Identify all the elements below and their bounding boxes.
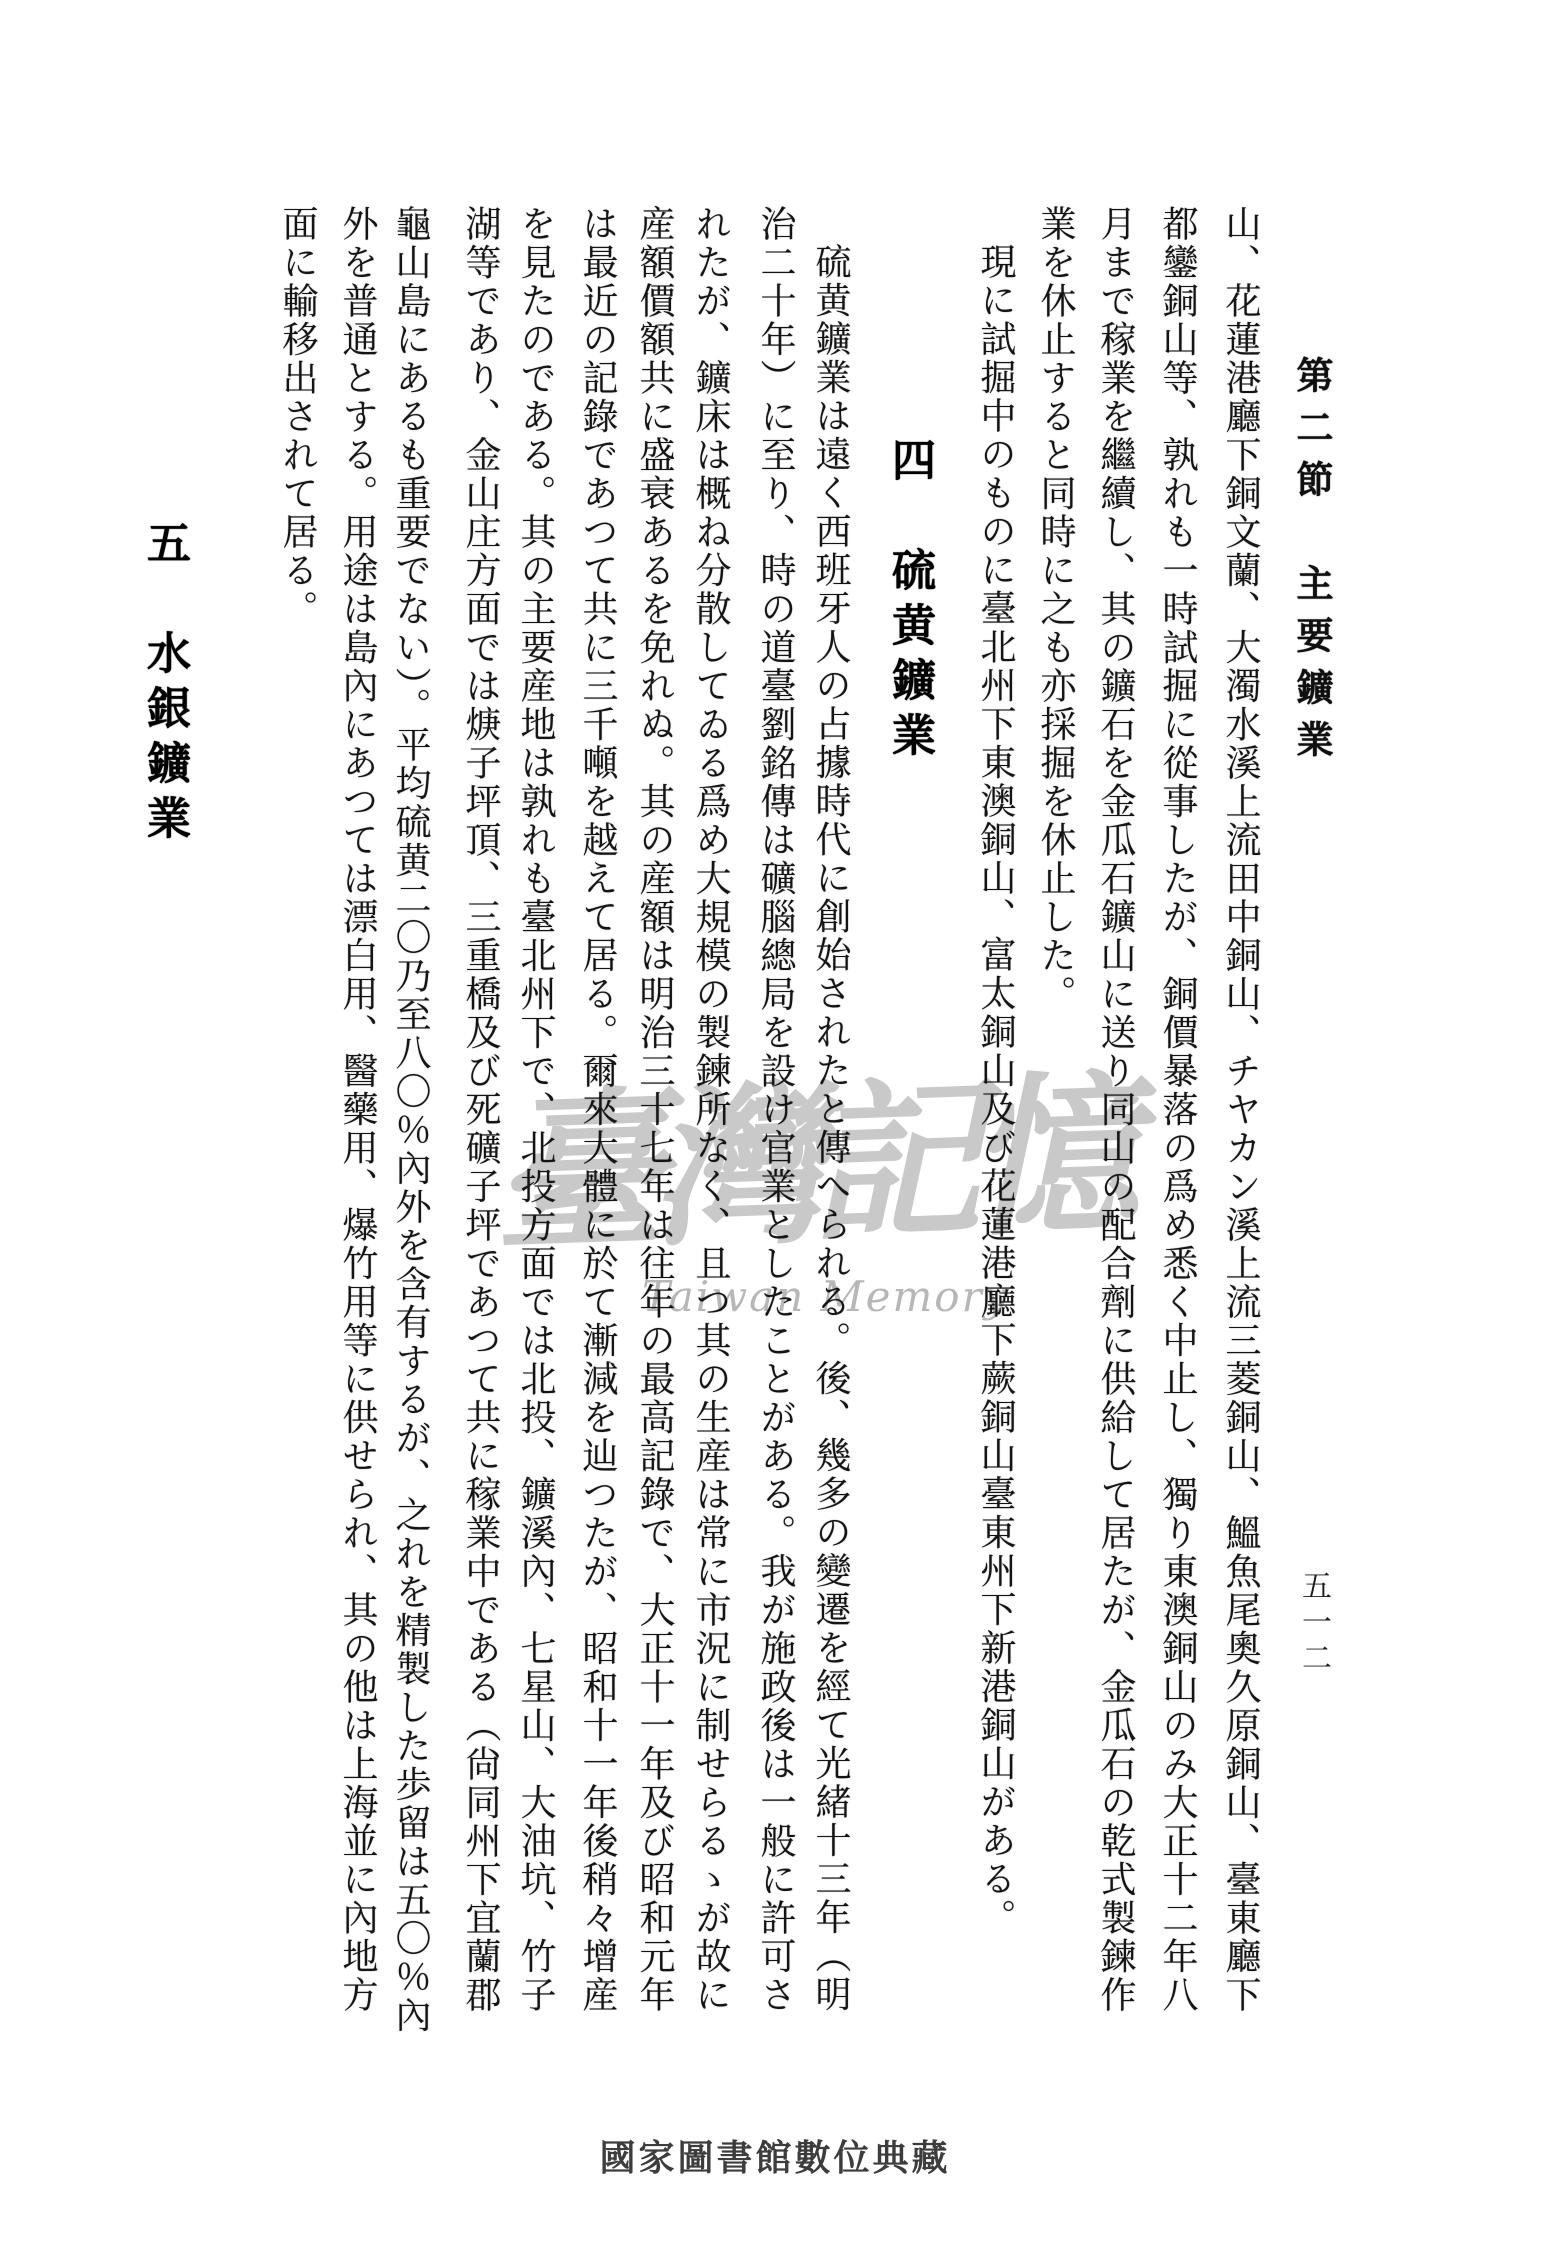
footer-library-credit: 國家圖書館數位典藏 [599,2137,951,2179]
text-column: 治二十年）に至り、時の道臺劉銘傳は礦腦總局を設け官業としたことがある。我が施政後は一般に許可さ [755,205,796,2015]
text-column: 都鑾銅山等、孰れも一時試掘に從事したが、銅價暴落の爲め悉く中止し、獨り東澳銅山のみ大正十二年八 [1157,205,1198,2015]
section-heading: 五 水銀鑛業 [139,520,190,850]
text-column: 山、花蓮港廳下銅文蘭、大濁水溪上流田中銅山、チヤカン溪上流三菱銅山、鰮魚尾奧久原銅山、臺東廳下 [1220,205,1261,2015]
text-column: 湖等であり、金山庄方面では焿子坪頂、三重橋及び死礦子坪であつて共に稼業中である（尙同州下宜蘭郡 [460,205,501,2015]
text-column: 業を休止すると同時に之も亦採掘を休止した。 [1035,205,1076,1014]
text-column: は最近の記錄であつて共に三千噸を越えて居る。爾來大體に於て漸減を辿つたが、昭和十一年後稍々增産 [577,205,618,2015]
text-column: れたが、鑛床は概ね分散してゐる爲め大規模の製鍊所なく、且つ其の生産は常に市況に制せらるゝが故に [690,205,731,2015]
section-header-title: 第二節 主要鑛業 [1290,356,1334,772]
library-watermark-latin: Taiwan Memory [642,1272,1010,1321]
page-number: 五一二 [1296,1570,1331,1678]
text-column: 現に試掘中のものに臺北州下東澳銅山、富太銅山及び花蓮港廳下蕨銅山臺東州下新港銅山がある。 [975,243,1016,1937]
text-column: 外を普通とする。用途は島內にあつては漂白用、醫藥用、爆竹用等に供せられ、其の他は上海並に內地方 [337,205,378,2015]
section-heading: 四 硫黄鑛業 [884,437,935,767]
text-column: 硫黄鑛業は遠く西班牙人の占據時代に創始されたと傳へられる。後、幾多の變遷を經て光緒十三年（明 [810,243,851,2014]
text-column: を見たのである。其の主要産地は孰れも臺北州下で、北投方面では北投、鑛溪內、七星山、大油坑、竹子 [515,205,556,2015]
text-column: 面に輸移出されて居る。 [277,205,318,629]
text-column: 月まで稼業を繼續し、其の鑛石を金瓜石鑛山に送り同山の配合劑に供給して居たが、金瓜石の乾式製鍊作 [1095,205,1136,2015]
library-watermark-cjk: 臺灣記憶 [489,1052,1128,1277]
text-column: 産額價額共に盛衰あるを免れぬ。其の産額は明治三十七年は往年の最高記錄で、大正十一年及び昭和元年 [634,205,675,2015]
text-column: 龜山島にあるも重要でない）。平均硫黄二〇乃至八〇％內外を含有するが、之れを精製した歩留は五〇％內 [390,205,431,2035]
